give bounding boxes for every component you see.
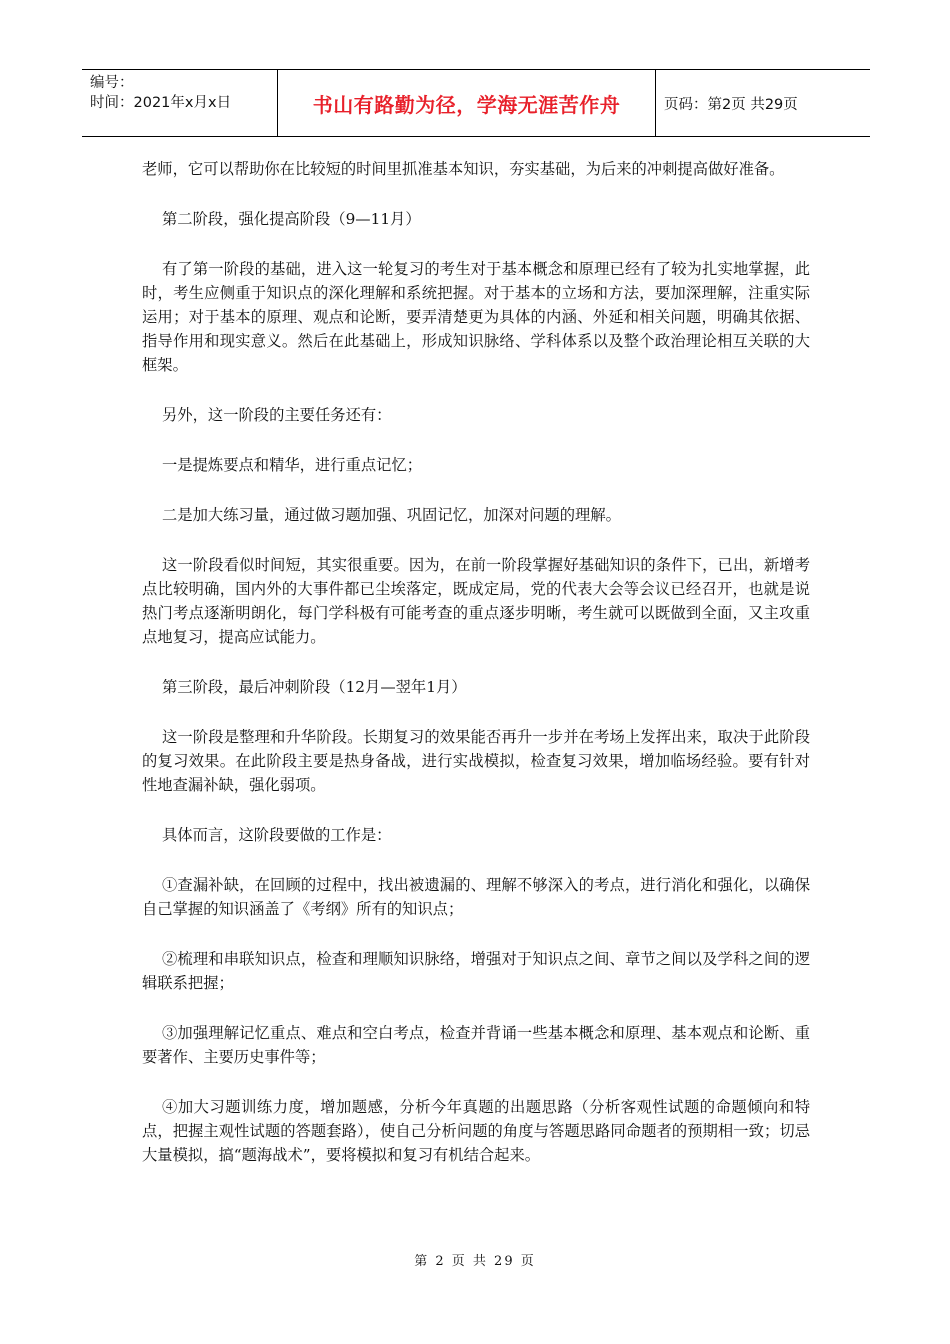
document-body bbox=[142, 157, 810, 1193]
list-item: ③加强理解记忆重点、难点和空白考点，检查并背诵一些基本概念和原理、基本观点和论断、重要著作、主要历史事件等； bbox=[142, 1024, 810, 1066]
page-footer: 第 2 页 共 29 页 bbox=[414, 1254, 536, 1269]
header-motto: 书山有路勤为径，学海无涯苦作舟 bbox=[278, 70, 656, 136]
document-number-label: 编号： bbox=[90, 75, 134, 91]
body-paragraph: 这一阶段看似时间短，其实很重要。因为，在前一阶段掌握好基础知识的条件下，已出，新增考点比较明确，国内外的大事件都已尘埃落定，既成定局，党的代表大会等会议已经召开，也就是说热门考点逐渐明朗化，每门学科极有可能考查的重点逐步明晰，考生就可以既做到全面，又主攻重点地复习，提高应试能力。 bbox=[142, 556, 810, 646]
list-item: 二是加大练习量，通过做习题加强、巩固记忆，加深对问题的理解。 bbox=[162, 506, 621, 524]
header-meta bbox=[82, 70, 278, 136]
body-paragraph: 另外，这一阶段的主要任务还有： bbox=[162, 406, 392, 424]
list-item: ④加大习题训练力度，增加题感，分析今年真题的出题思路（分析客观性试题的命题倾向和特点，把握主观性试题的答题套路），使自己分析问题的角度与答题思路同命题者的预期相一致；切忌大量模拟，搞“题海战术”，要将模拟和复习有机结合起来。 bbox=[142, 1098, 810, 1164]
section-heading-stage-2: 第二阶段，强化提高阶段（9—11月） bbox=[162, 210, 421, 228]
list-item: ①查漏补缺，在回顾的过程中，找出被遗漏的、理解不够深入的考点，进行消化和强化，以确保自己掌握的知识涵盖了《考纲》所有的知识点； bbox=[142, 876, 810, 918]
header-page-info: 页码：第2页 共29页 bbox=[664, 96, 798, 113]
document-time-label: 时间：2021年x月x日 bbox=[90, 95, 232, 111]
body-paragraph: 具体而言，这阶段要做的工作是： bbox=[162, 826, 392, 844]
body-paragraph: 这一阶段是整理和升华阶段。长期复习的效果能否再升一步并在考场上发挥出来，取决于此阶段的复习效果。在此阶段主要是热身备战，进行实战模拟，检查复习效果，增加临场经验。要有针对性地查漏补缺，强化弱项。 bbox=[142, 728, 810, 794]
section-heading-stage-3: 第三阶段，最后冲刺阶段（12月—翌年1月） bbox=[162, 678, 467, 696]
page-header bbox=[82, 69, 870, 137]
body-paragraph: 有了第一阶段的基础，进入这一轮复习的考生对于基本概念和原理已经有了较为扎实地掌握，此时，考生应侧重于知识点的深化理解和系统把握。对于基本的立场和方法，要加深理解，注重实际运用；对于基本的原理、观点和论断，要弄清楚更为具体的内涵、外延和相关问题，明确其依据、指导作用和现实意义。然后在此基础上，形成知识脉络、学科体系以及整个政治理论相互关联的大框架。 bbox=[142, 260, 810, 374]
body-paragraph: 老师，它可以帮助你在比较短的时间里抓准基本知识，夯实基础，为后来的冲刺提高做好准备。 bbox=[142, 160, 785, 178]
list-item: 一是提炼要点和精华，进行重点记忆； bbox=[162, 456, 423, 474]
list-item: ②梳理和串联知识点，检查和理顺知识脉络，增强对于知识点之间、章节之间以及学科之间的逻辑联系把握； bbox=[142, 950, 810, 992]
